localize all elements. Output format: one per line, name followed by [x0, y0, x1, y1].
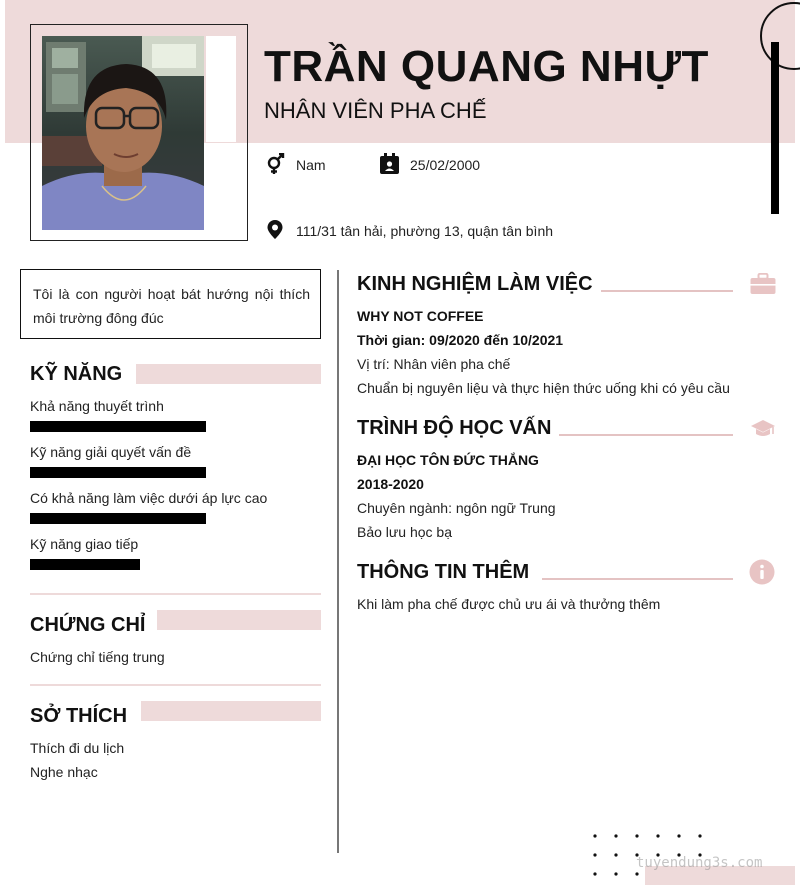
skills-title: KỸ NĂNG	[30, 363, 123, 385]
experience-period: Thời gian: 09/2020 đến 10/2021	[357, 332, 564, 348]
education-major: Chuyên ngành: ngôn ngữ Trung	[357, 500, 556, 516]
column-divider	[337, 270, 339, 853]
skill-label: Có khả năng làm việc dưới áp lực cao	[30, 490, 268, 506]
certificate-item: Chứng chỉ tiếng trung	[30, 649, 165, 665]
skill-level-bar	[30, 559, 140, 570]
section-divider	[30, 684, 321, 686]
watermark: tuyendung3s.com	[636, 855, 763, 871]
location-pin-icon	[264, 219, 286, 241]
experience-position: Vị trí: Nhân viên pha chế	[357, 356, 511, 372]
gender-value: Nam	[296, 157, 326, 173]
address-value: 111/31 tân hải, phường 13, quận tân bình	[296, 223, 554, 239]
additional-info-text: Khi làm pha chế được chủ ưu ái và thưởng thêm	[357, 596, 661, 612]
experience-title-line	[601, 290, 733, 292]
hobbies-title: SỞ THÍCH	[30, 705, 128, 727]
skill-level-bar	[30, 421, 206, 432]
skill-level-bar	[30, 467, 206, 478]
experience-title: KINH NGHIỆM LÀM VIỆC	[357, 273, 593, 295]
graduation-cap-icon	[750, 418, 776, 440]
certificates-title-bar	[157, 610, 321, 630]
calendar-icon	[379, 153, 401, 175]
experience-description: Chuẩn bị nguyên liệu và thực hiện thức uống khi có yêu cầu	[357, 380, 730, 396]
education-note: Bảo lưu học bạ	[357, 524, 452, 540]
experience-company: WHY NOT COFFEE	[357, 308, 484, 324]
photo-frame-panel	[206, 36, 236, 142]
candidate-name: TRẦN QUANG NHỰT	[264, 42, 709, 91]
section-divider	[30, 593, 321, 595]
certificates-title: CHỨNG CHỈ	[30, 614, 146, 636]
skill-label: Kỹ năng giao tiếp	[30, 536, 139, 552]
additional-info-title-line	[542, 578, 733, 580]
education-school: ĐẠI HỌC TÔN ĐỨC THẮNG	[357, 452, 539, 468]
birthday-value: 25/02/2000	[410, 157, 481, 173]
profile-photo	[42, 36, 204, 230]
hobby-item: Thích đi du lịch	[30, 740, 125, 756]
skill-label: Khả năng thuyết trình	[30, 398, 164, 414]
additional-info-title: THÔNG TIN THÊM	[357, 561, 530, 583]
skill-label: Kỹ năng giải quyết vấn đề	[30, 444, 192, 460]
decorative-vertical-bar	[771, 42, 779, 214]
skill-level-bar	[30, 513, 206, 524]
briefcase-icon	[750, 273, 776, 295]
job-title: NHÂN VIÊN PHA CHẾ	[264, 98, 487, 123]
skills-title-bar	[136, 364, 321, 384]
info-icon	[749, 559, 775, 585]
hobby-item: Nghe nhạc	[30, 764, 98, 780]
education-title: TRÌNH ĐỘ HỌC VẤN	[357, 417, 552, 439]
education-years: 2018-2020	[357, 476, 424, 492]
hobbies-title-bar	[141, 701, 321, 721]
intro-summary: Tôi là con người hoạt bát hướng nội thích môi trường đông đúc	[20, 269, 321, 339]
gender-icon	[264, 153, 286, 175]
education-title-line	[559, 434, 733, 436]
